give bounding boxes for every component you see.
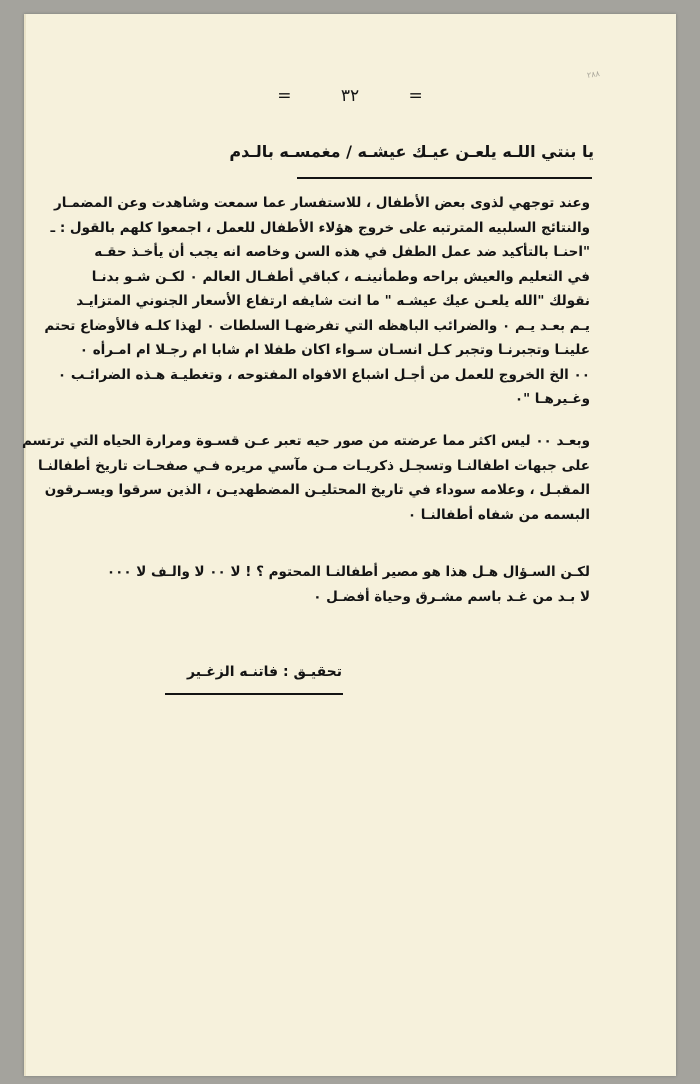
byline: تحقيـق : فاتنـه الزغـير bbox=[187, 664, 342, 680]
article-heading: يا بنتي اللـه يلعـن عيـك عيشـه / مغمسـه بالـدم bbox=[229, 142, 594, 161]
paragraph-line: البسمه من شفاه أطفالنـا ٠ bbox=[407, 506, 590, 523]
paragraph-line: لا بـد من غـد باسم مشـرق وحياة أفضـل ٠ bbox=[313, 588, 590, 605]
page-number-value: ٣٢ bbox=[340, 86, 360, 106]
paragraph-line: المقبـل ، وعلامه سوداء في تاريخ المحتليـن المضطهديـن ، الذين سرقوا ويسـرقون bbox=[44, 482, 590, 498]
paragraph-1 bbox=[44, 191, 590, 412]
paragraph-line: وبعـد ٠٠ ليس اكثر مما عرضته من صور حيه تعبر عـن قسـوة ومرارة الحياه التي ترتسم bbox=[21, 433, 590, 449]
paragraph-2 bbox=[21, 429, 590, 527]
paragraph-line: نقولك "الله يلعـن عيك عيشـه " ما انت شايفه ارتفاع الأسعار الجنوني المتزايـد bbox=[76, 293, 590, 309]
paragraph-line: وعند توجهي لذوى بعض الأطفال ، للاستفسار عما سمعت وشاهدت وعن المضمـار bbox=[54, 195, 590, 211]
paragraph-line: والنتائج السلبيه المترتبه على خروج هؤلاء الأطفال للعمل ، اجمعوا كلهم بالقول : ـ bbox=[50, 219, 590, 236]
pencil-note: ٢٨٨ bbox=[586, 69, 601, 80]
paragraph-line: وغـيرهـا "٠ bbox=[514, 391, 590, 407]
paragraph-line: على جبهات اطفالنـا وتسجـل ذكريـات مـن مآسي مريره فـي صفحـات تاريخ أطفالنـا bbox=[38, 457, 590, 474]
paragraph-3 bbox=[106, 560, 590, 609]
heading-underline bbox=[297, 177, 592, 179]
byline-underline bbox=[165, 693, 343, 695]
paper-sheet bbox=[21, 14, 676, 1076]
paragraph-line: لكـن السـؤال هـل هذا هو مصير أطفالنـا المحتوم ؟ ! لا ٠٠ لا والـف لا ٠٠٠ bbox=[106, 564, 590, 580]
paper-edge bbox=[24, 14, 26, 1076]
paragraph-line: في التعليم والعيش براحه وطمأنينـه ، كباقي أطفـال العالم ٠ لكـن شـو بدنـا bbox=[91, 268, 590, 285]
paragraph-line: علينـا وتجبرنـا وتجبر كـل انسـان سـواء اكان طفلا ام شابا ام رجـلا ام امـرأه ٠ bbox=[79, 342, 590, 358]
paragraph-line: "احنـا بالتأكيد ضد عمل الطفل في هذه السن وخاصه انه يجب أن يأخـذ حقـه bbox=[94, 244, 590, 260]
page-number-marker-left: = bbox=[277, 86, 292, 106]
page-number-marker-right: = bbox=[408, 86, 423, 106]
paragraph-line: يـم بعـد يـم ٠ والضرائب الباهظه التي تفرضهـا السلطات ٠ لهذا كلـه فالأوضاع تحتم bbox=[44, 317, 590, 334]
page-number bbox=[0, 86, 700, 106]
paragraph-line: ٠٠ الخ الخروج للعمل من أجـل اشباع الافواه المفتوحه ، وتغطيـة هـذه الضرائـب ٠ bbox=[57, 366, 590, 383]
